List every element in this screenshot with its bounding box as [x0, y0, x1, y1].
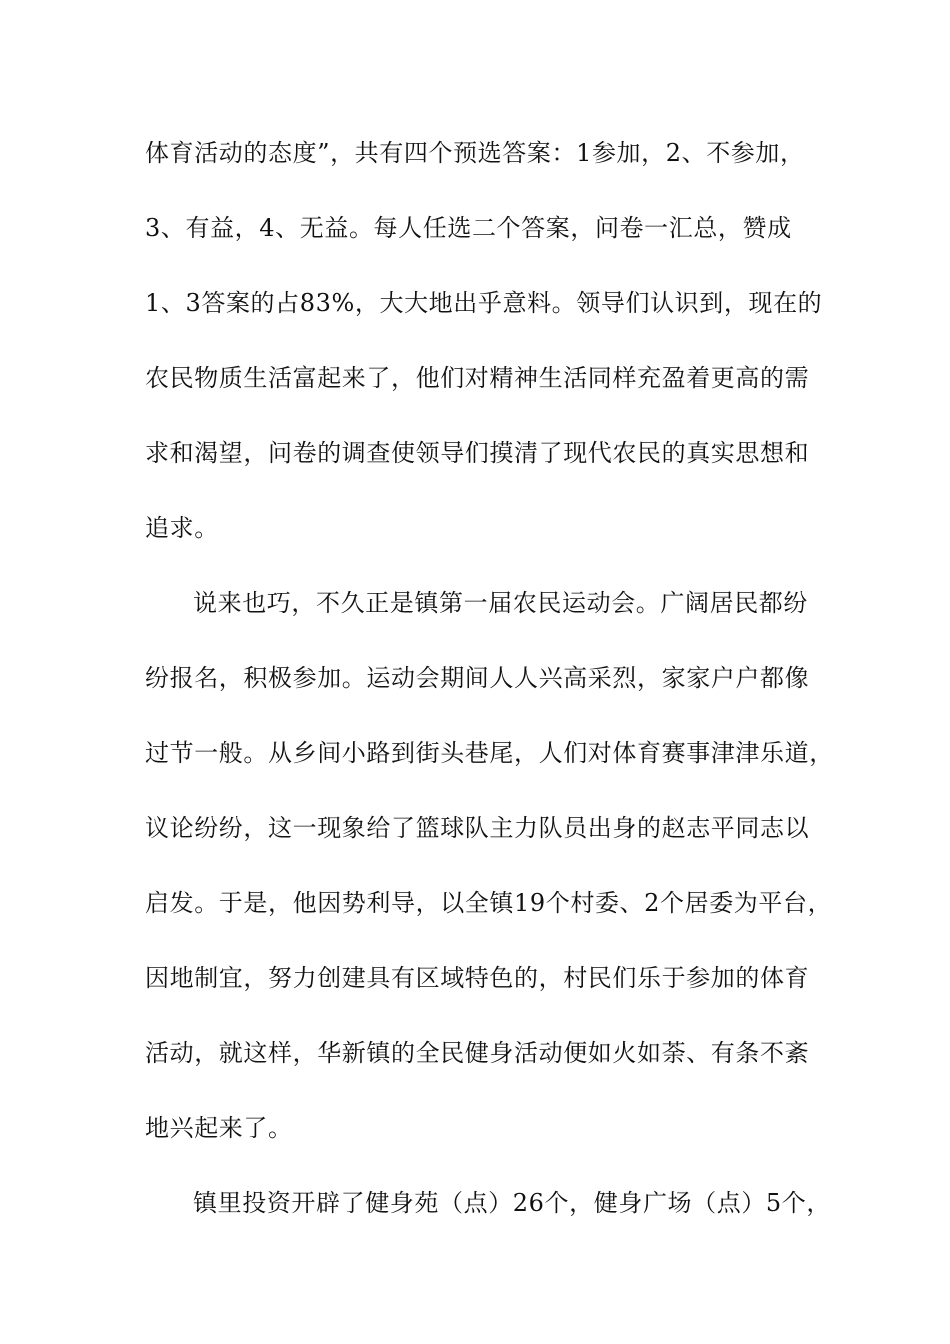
- text-line: 活动，就这样，华新镇的全民健身活动便如火如荼、有条不紊: [145, 1039, 810, 1067]
- text-line: 纷报名，积极参加。运动会期间人人兴高采烈，家家户户都像: [145, 664, 810, 692]
- text-line: 追求。: [145, 514, 219, 542]
- text-line: 体育活动的态度”，共有四个预选答案：1参加，2、不参加，: [145, 139, 805, 167]
- text-line: 3、有益，4、无益。每人任选二个答案，问卷一汇总，赞成: [145, 214, 792, 242]
- text-line: 因地制宜，努力创建具有区域特色的，村民们乐于参加的体育: [145, 964, 810, 992]
- text-line: 议论纷纷，这一现象给了篮球队主力队员出身的赵志平同志以: [145, 814, 810, 842]
- text-line: 过节一般。从乡间小路到街头巷尾，人们对体育赛事津津乐道，: [145, 739, 834, 767]
- text-line: 启发。于是，他因势利导，以全镇19个村委、2个居委为平台，: [145, 889, 833, 917]
- paragraph-first-line: 镇里投资开辟了健身苑（点）26个，健身广场（点）5个，: [193, 1189, 832, 1217]
- text-line: 求和渴望，问卷的调查使领导们摸清了现代农民的真实思想和: [145, 439, 810, 467]
- text-line: 地兴起来了。: [145, 1114, 293, 1142]
- text-line: 农民物质生活富起来了，他们对精神生活同样充盈着更高的需: [145, 364, 810, 392]
- text-line: 1、3答案的占83%，大大地出乎意料。领导们认识到，现在的: [145, 289, 823, 317]
- paragraph-first-line: 说来也巧，不久正是镇第一届农民运动会。广阔居民都纷: [193, 589, 808, 617]
